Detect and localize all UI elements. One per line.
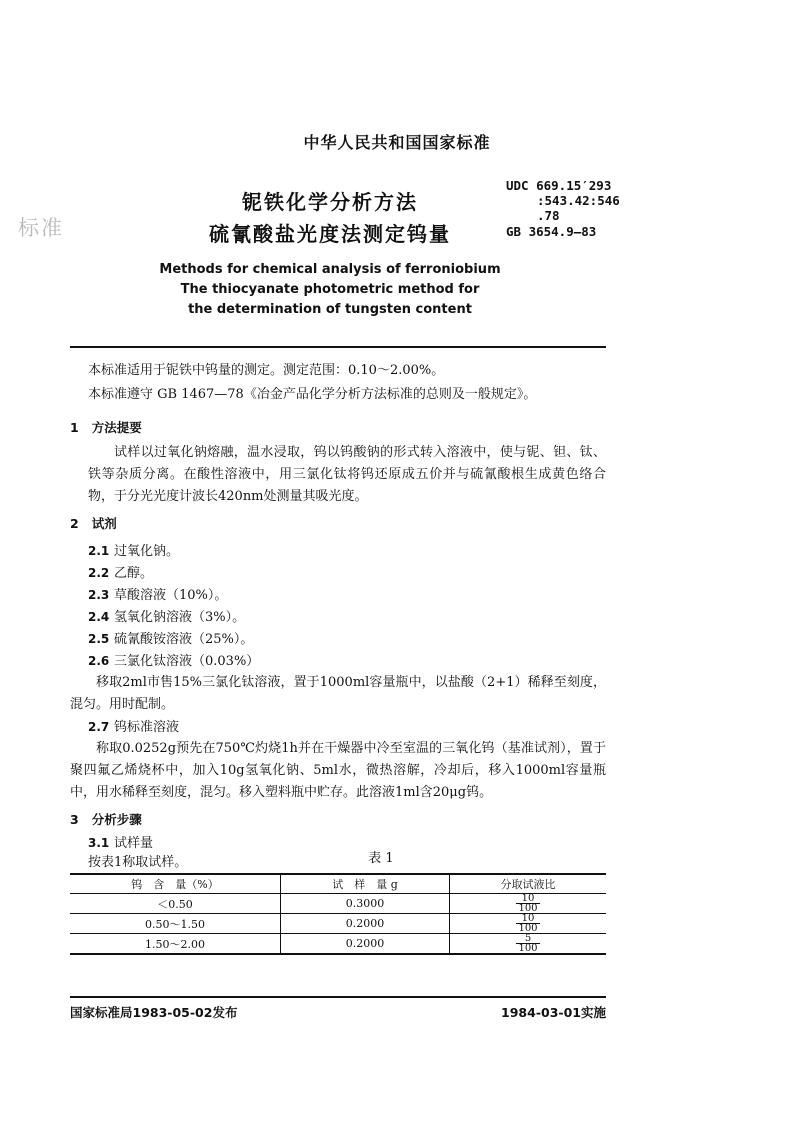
table-row: 0.50～1.50 0.2000 $\frac{10}{100}$ [70,914,606,934]
dilution-fraction: $\frac{5}{100}$ [518,933,538,954]
table-1 [70,873,606,955]
title-cn-line2: 硫氰酸盐光度法测定钨量 [209,222,451,246]
national-standard-heading: 中华人民共和国国家标准 [303,133,491,152]
title-cn-line1: 铌铁化学分析方法 [242,190,418,214]
intro-reference: 本标准遵守 GB 1467—78《冶金产品化学分析方法标准的总则及一般规定》。 [88,387,537,402]
reagent-2-7-text: 称取0.0252g预先在750℃灼烧1h并在干燥器中冷至室温的三氧化钨（基准试剂），置于聚四氟乙烯烧杯中，加入10g氢氧化钠、5ml水，微热溶解，冷却后，移入1000ml容量瓶中，用水稀释至刻度，混匀。移入塑料瓶中贮存。此溶液1ml含20μg钨。 [70,741,606,800]
table-caption: 表 1 [368,851,394,866]
section-2-title: 试剂 [91,516,117,531]
dilution-fraction: $\frac{10}{100}$ [518,893,538,914]
reagent-item: 2.2 乙醇。 [88,566,154,581]
table-row: ＜0.50 0.3000 $\frac{10}{100}$ [70,894,606,914]
reagent-item: 2.6 三氯化钛溶液（0.03%） [88,654,260,669]
title-en-line1: Methods for chemical analysis of ferroniobium [159,262,501,277]
reagent-item: 2.4 氢氧化钠溶液（3%）。 [88,610,246,625]
reagent-2-6-text: 移取2ml市售15%三氯化钛溶液，置于1000ml容量瓶中，以盐酸（2+1）稀释至刻度，混匀。用时配制。 [70,675,606,712]
udc-code-line3: .78 [537,208,560,223]
section-2-heading [70,514,117,532]
section-1-number: 1 [70,420,79,435]
effective-date: 1984-03-01实施 [501,1005,606,1020]
reagent-item: 2.3 草酸溶液（10%）。 [88,588,228,603]
subsection-3-1-text: 按表1称取试样。 [88,855,188,870]
subsection-3-1-heading: 3.1 试样量 [88,836,154,851]
title-en-line2: The thiocyanate photometric method for [180,282,480,297]
udc-code-line2: :543.42:546 [537,193,620,208]
header-divider [70,346,606,348]
dilution-fraction: $\frac{10}{100}$ [518,913,538,934]
section-1-heading [70,418,142,436]
table-header: 钨 含 量（%） [131,878,219,891]
udc-code-line1: UDC 669.15′293 [506,178,612,193]
section-2-number: 2 [70,516,79,531]
section-3-title: 分析步骤 [91,812,142,827]
section-1-title: 方法提要 [91,420,142,435]
footer-divider [70,996,606,998]
section-3-heading [70,810,142,828]
section-1-text: 试样以过氧化钠熔融，温水浸取，钨以钨酸钠的形式转入溶液中，使与铌、钽、钛、铁等杂质分离。在酸性溶液中，用三氯化钛将钨还原成五价并与硫氰酸根生成黄色络合物，于分光光度计波长420nm处测量其吸光度。 [88,445,606,504]
reagent-item: 2.5 硫氰酸铵溶液（25%）。 [88,632,254,647]
watermark: 标准 [18,216,64,240]
title-en-line3: the determination of tungsten content [188,302,472,317]
reagent-item: 2.1 过氧化钠。 [88,544,180,559]
table-header: 分取试液比 [500,878,556,891]
issue-date: 国家标准局1983-05-02发布 [70,1005,238,1020]
intro-scope: 本标准适用于铌铁中钨量的测定。测定范围：0.10～2.00%。 [88,363,445,378]
reagent-2-7-heading: 2.7 钨标准溶液 [88,720,180,735]
gb-number: GB 3654.9—83 [506,224,597,239]
section-3-number: 3 [70,812,79,827]
table-header: 试 样 量 g [281,874,450,894]
table-row: 1.50～2.00 0.2000 $\frac{5}{100}$ [70,934,606,955]
